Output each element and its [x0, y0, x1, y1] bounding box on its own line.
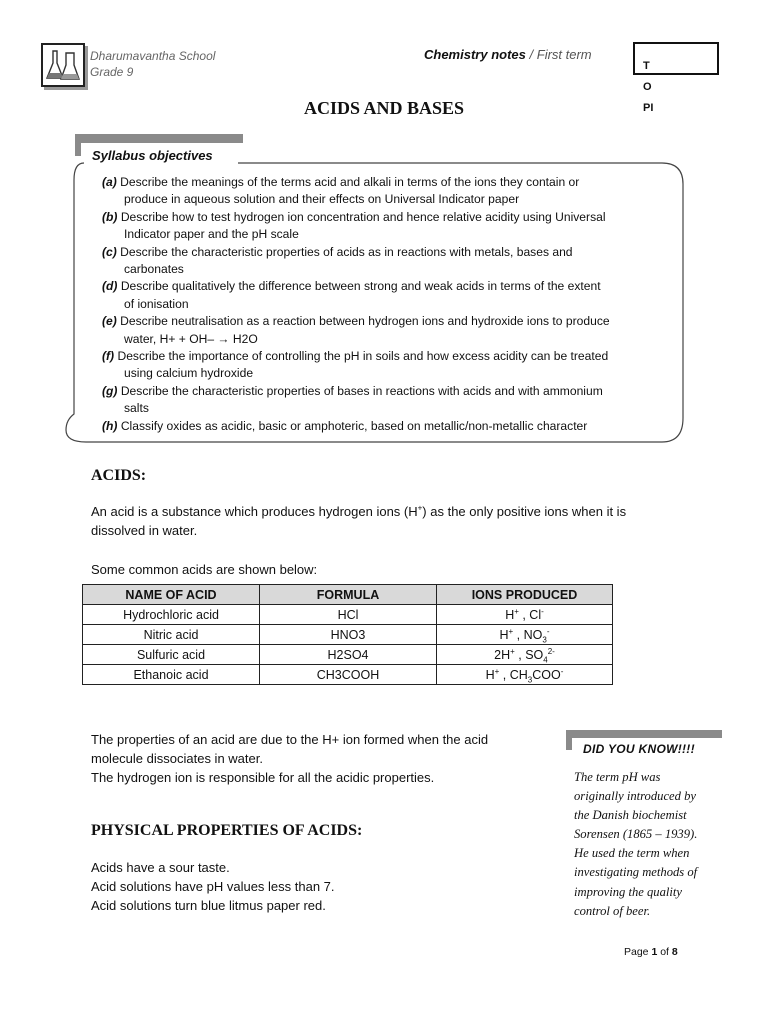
formula-cell: HCl: [260, 605, 437, 625]
objective-text-continued: salts: [124, 401, 149, 416]
column-header: NAME OF ACID: [83, 585, 260, 605]
objective-label: (e): [102, 314, 117, 329]
did-you-know-text: [574, 768, 724, 921]
objective-text: Describe qualitatively the difference between strong and weak acids in terms of the extent: [120, 279, 601, 294]
objective-label: (c): [102, 244, 117, 259]
objective-text: Describe neutralisation as a reaction between hydrogen ions and hydroxide ions to produce: [120, 314, 610, 329]
ion-fragment: , CH: [499, 667, 528, 682]
ions-cell: [437, 665, 613, 685]
objective-text-continued: water, H+ + OH– → H2O: [124, 331, 258, 346]
did-you-know-heading: DID YOU KNOW!!!!: [583, 742, 695, 754]
ion-fragment: -: [541, 606, 544, 616]
ion-fragment: H: [499, 627, 509, 642]
objective-text-continued: Indicator paper and the pH scale: [124, 227, 299, 242]
did-you-know-line: He used the term when: [574, 846, 690, 861]
ion-fragment: +: [494, 666, 500, 676]
ion-fragment: , SO: [514, 647, 544, 662]
objective-label: (h): [102, 418, 118, 433]
ion-fragment: +: [508, 626, 514, 636]
syllabus-objective: [102, 313, 638, 348]
column-header: FORMULA: [260, 585, 437, 605]
objective-text-continued: of ionisation: [124, 296, 189, 311]
ions-cell: [437, 645, 613, 665]
total-pages: 8: [671, 946, 678, 958]
properties-line: The hydrogen ion is responsible for all the acidic properties.: [91, 770, 435, 785]
objective-label: (b): [102, 209, 118, 224]
acid-name-cell: Ethanoic acid: [83, 665, 260, 685]
grade-label: Grade 9: [90, 65, 134, 79]
ion-fragment: , NO: [513, 627, 543, 642]
acid-name-cell: Sulfuric acid: [83, 645, 260, 665]
table-row: [83, 645, 613, 665]
objective-label: (a): [102, 175, 117, 189]
of-word: of: [660, 946, 669, 958]
syllabus-objective: [102, 418, 638, 435]
ion-fragment: 2H: [494, 647, 511, 662]
page-title: ACIDS AND BASES: [303, 98, 465, 118]
acid-definition-post: ) as the only positive ions when it is dissolved in water.: [91, 504, 627, 538]
physical-properties-heading: PHYSICAL PROPERTIES OF ACIDS:: [91, 822, 363, 839]
syllabus-objective: [102, 383, 638, 418]
acid-definition-pre: An acid is a substance which produces hydrogen ions (H: [91, 504, 418, 519]
did-you-know-line: The term pH was: [574, 770, 661, 784]
formula-cell: H2SO4: [260, 645, 437, 665]
syllabus-heading: Syllabus objectives: [92, 148, 213, 163]
acid-properties-text: [91, 730, 531, 787]
ion-fragment: 3: [542, 635, 547, 644]
properties-line: molecule dissociates in water.: [91, 751, 263, 766]
objective-label: (f): [102, 349, 115, 364]
ion-fragment: , Cl: [518, 607, 542, 622]
physical-property-item: Acid solutions turn blue litmus paper red.: [91, 898, 326, 913]
subject-label: Chemistry notes: [424, 47, 526, 62]
school-name: Dharumavantha School: [90, 49, 216, 63]
acid-definition: [91, 502, 671, 540]
objective-label: (g): [102, 383, 118, 398]
objective-label: (d): [102, 279, 118, 294]
formula-cell: HNO3: [260, 625, 437, 645]
objective-text: Describe how to test hydrogen ion concentration and hence relative acidity using Universal: [120, 209, 606, 224]
table-row: [83, 625, 613, 645]
objective-text: Describe the characteristic properties of bases in reactions with acids and with ammonium: [120, 383, 603, 398]
common-acids-intro: Some common acids are shown below:: [91, 562, 318, 577]
physical-property-item: Acids have a sour taste.: [91, 860, 230, 875]
ion-fragment: H: [485, 667, 495, 682]
ion-fragment: H: [505, 607, 515, 622]
ion-fragment: COO: [532, 667, 561, 682]
topic-letter: T: [643, 60, 650, 72]
objective-text-continued: using calcium hydroxide: [124, 366, 254, 381]
column-header: IONS PRODUCED: [437, 585, 613, 605]
objective-text: Classify oxides as acidic, basic or amphoteric, based on metallic/non-metallic character: [120, 418, 588, 433]
ion-fragment: 4: [543, 655, 548, 664]
ions-cell: [437, 625, 613, 645]
acid-name-cell: Hydrochloric acid: [83, 605, 260, 625]
physical-properties-list: [91, 858, 335, 915]
did-you-know-line: control of beer.: [574, 903, 651, 918]
did-you-know-line: originally introduced by: [574, 789, 696, 804]
page-number: [624, 946, 678, 958]
did-you-know-line: investigating methods of: [574, 865, 698, 880]
topic-letter: O: [643, 81, 652, 93]
current-page: 1: [651, 946, 658, 958]
table-row: [83, 665, 613, 685]
table-row: [83, 605, 613, 625]
term-label: First term: [536, 47, 592, 62]
did-you-know-line: the Danish biochemist: [574, 808, 687, 823]
syllabus-objective: [102, 348, 638, 383]
topic-letter: PI: [643, 102, 654, 114]
did-you-know-bar-side: [566, 730, 572, 750]
ion-fragment: -: [546, 626, 550, 636]
ion-fragment: +: [510, 646, 515, 656]
did-you-know-line: improving the quality: [574, 884, 682, 899]
syllabus-objective: [102, 278, 638, 313]
did-you-know-bar: [566, 730, 722, 738]
acids-table: [82, 584, 613, 685]
acid-definition-sup: +: [417, 503, 423, 513]
table-header-row: [83, 585, 613, 605]
ion-fragment: 3: [527, 675, 533, 684]
ion-fragment: -: [560, 666, 564, 676]
did-you-know-line: Sorensen (1865 – 1939).: [574, 827, 698, 842]
ion-fragment: 2-: [547, 646, 555, 656]
syllabus-objectives: [102, 174, 638, 435]
syllabus-objective: [102, 174, 638, 209]
physical-property-item: Acid solutions have pH values less than 7.: [91, 879, 335, 894]
objective-text: Describe the importance of controlling the pH in soils and how excess acidity can be treated: [117, 349, 609, 364]
ion-fragment: +: [514, 606, 519, 616]
acid-name-cell: Nitric acid: [83, 625, 260, 645]
header-separator: /: [529, 47, 534, 62]
formula-cell: CH3COOH: [260, 665, 437, 685]
acids-heading: ACIDS:: [91, 467, 147, 484]
objective-text-continued: carbonates: [124, 262, 184, 277]
objective-text: Describe the meanings of the terms acid and alkali in terms of the ions they contain or: [120, 175, 580, 189]
properties-line: The properties of an acid are due to the H+ ion formed when the acid: [91, 732, 489, 747]
syllabus-objective: [102, 209, 638, 244]
objective-text-continued: produce in aqueous solution and their effects on Universal Indicator paper: [124, 192, 520, 207]
objective-text: Describe the characteristic properties of acids as in reactions with metals, bases and: [120, 244, 573, 259]
ions-cell: [437, 605, 613, 625]
syllabus-objective: [102, 244, 638, 279]
page-word: Page: [624, 946, 649, 958]
